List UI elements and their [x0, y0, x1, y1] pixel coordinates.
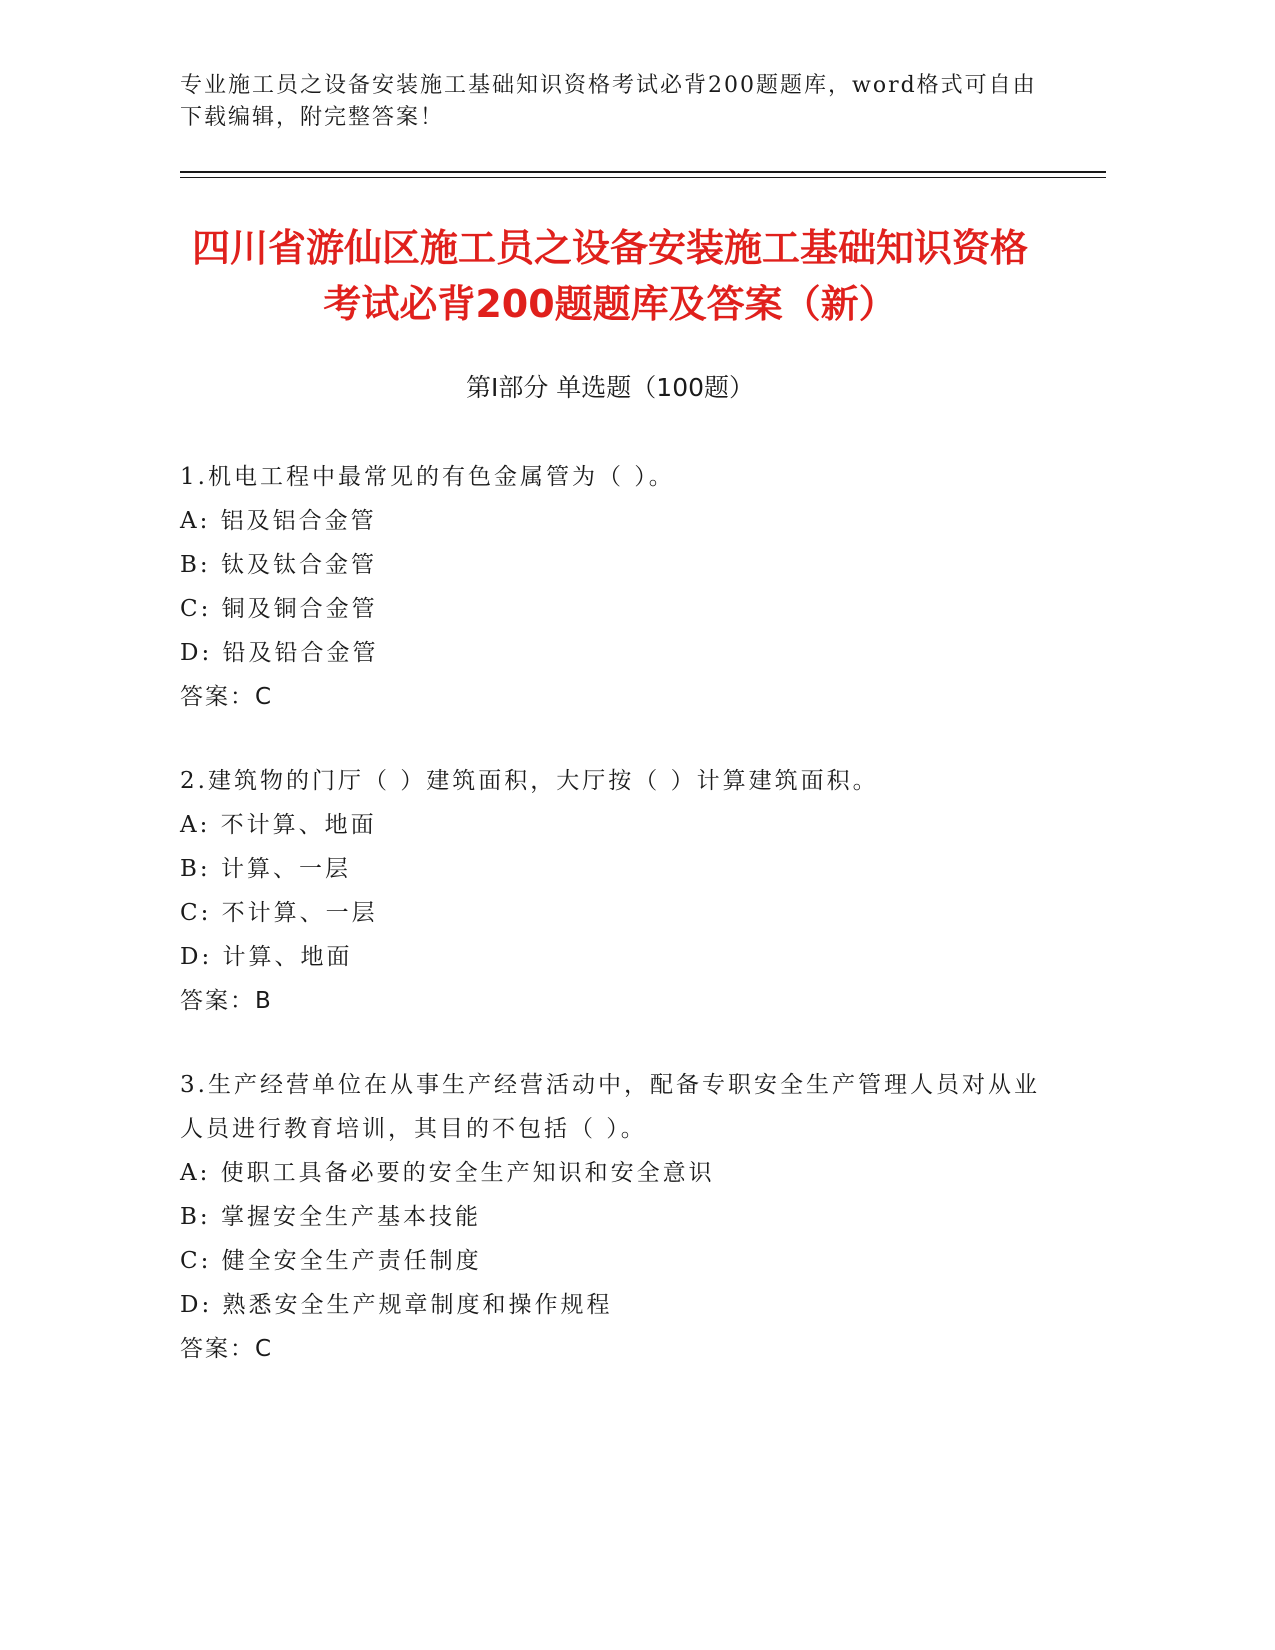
option-b: B: 计算、一层	[180, 856, 351, 882]
answer: 答案：C	[180, 1336, 274, 1362]
option-b: B: 钛及钛合金管	[180, 552, 377, 578]
option-a: A: 不计算、地面	[180, 812, 377, 838]
option-d: D: 铅及铅合金管	[180, 640, 379, 666]
option-a: A: 铝及铝合金管	[180, 508, 377, 534]
page-header: 专业施工员之设备安装施工基础知识资格考试必背200题题库，word格式可自由下载编辑，附完整答案！	[180, 73, 1037, 130]
question-stem: 1.机电工程中最常见的有色金属管为（ ）。	[180, 464, 675, 490]
question-stem: 2.建筑物的门厅（ ）建筑面积，大厅按（ ）计算建筑面积。	[180, 768, 879, 794]
option-c: C: 铜及铜合金管	[180, 596, 378, 622]
answer: 答案：B	[180, 988, 273, 1014]
question-stem: 3.生产经营单位在从事生产经营活动中，配备专职安全生产管理人员对从业人员进行教育培训，其目的不包括（ ）。	[180, 1072, 1040, 1142]
header-divider-thick	[180, 171, 1106, 173]
option-c: C: 不计算、一层	[180, 900, 378, 926]
header-divider-thin	[180, 177, 1106, 178]
document-title: 四川省游仙区施工员之设备安装施工基础知识资格考试必背200题题库及答案（新）	[191, 226, 1028, 326]
option-a: A: 使职工具备必要的安全生产知识和安全意识	[180, 1160, 715, 1186]
answer: 答案：C	[180, 684, 274, 710]
question-list	[180, 455, 1040, 1411]
option-c: C: 健全安全生产责任制度	[180, 1248, 482, 1274]
question-2	[180, 759, 1040, 1023]
section-title: 第Ⅰ部分 单选题（100题）	[465, 373, 755, 402]
option-b: B: 掌握安全生产基本技能	[180, 1204, 481, 1230]
question-3	[180, 1063, 1040, 1371]
option-d: D: 计算、地面	[180, 944, 353, 970]
option-d: D: 熟悉安全生产规章制度和操作规程	[180, 1292, 613, 1318]
question-1	[180, 455, 1040, 719]
